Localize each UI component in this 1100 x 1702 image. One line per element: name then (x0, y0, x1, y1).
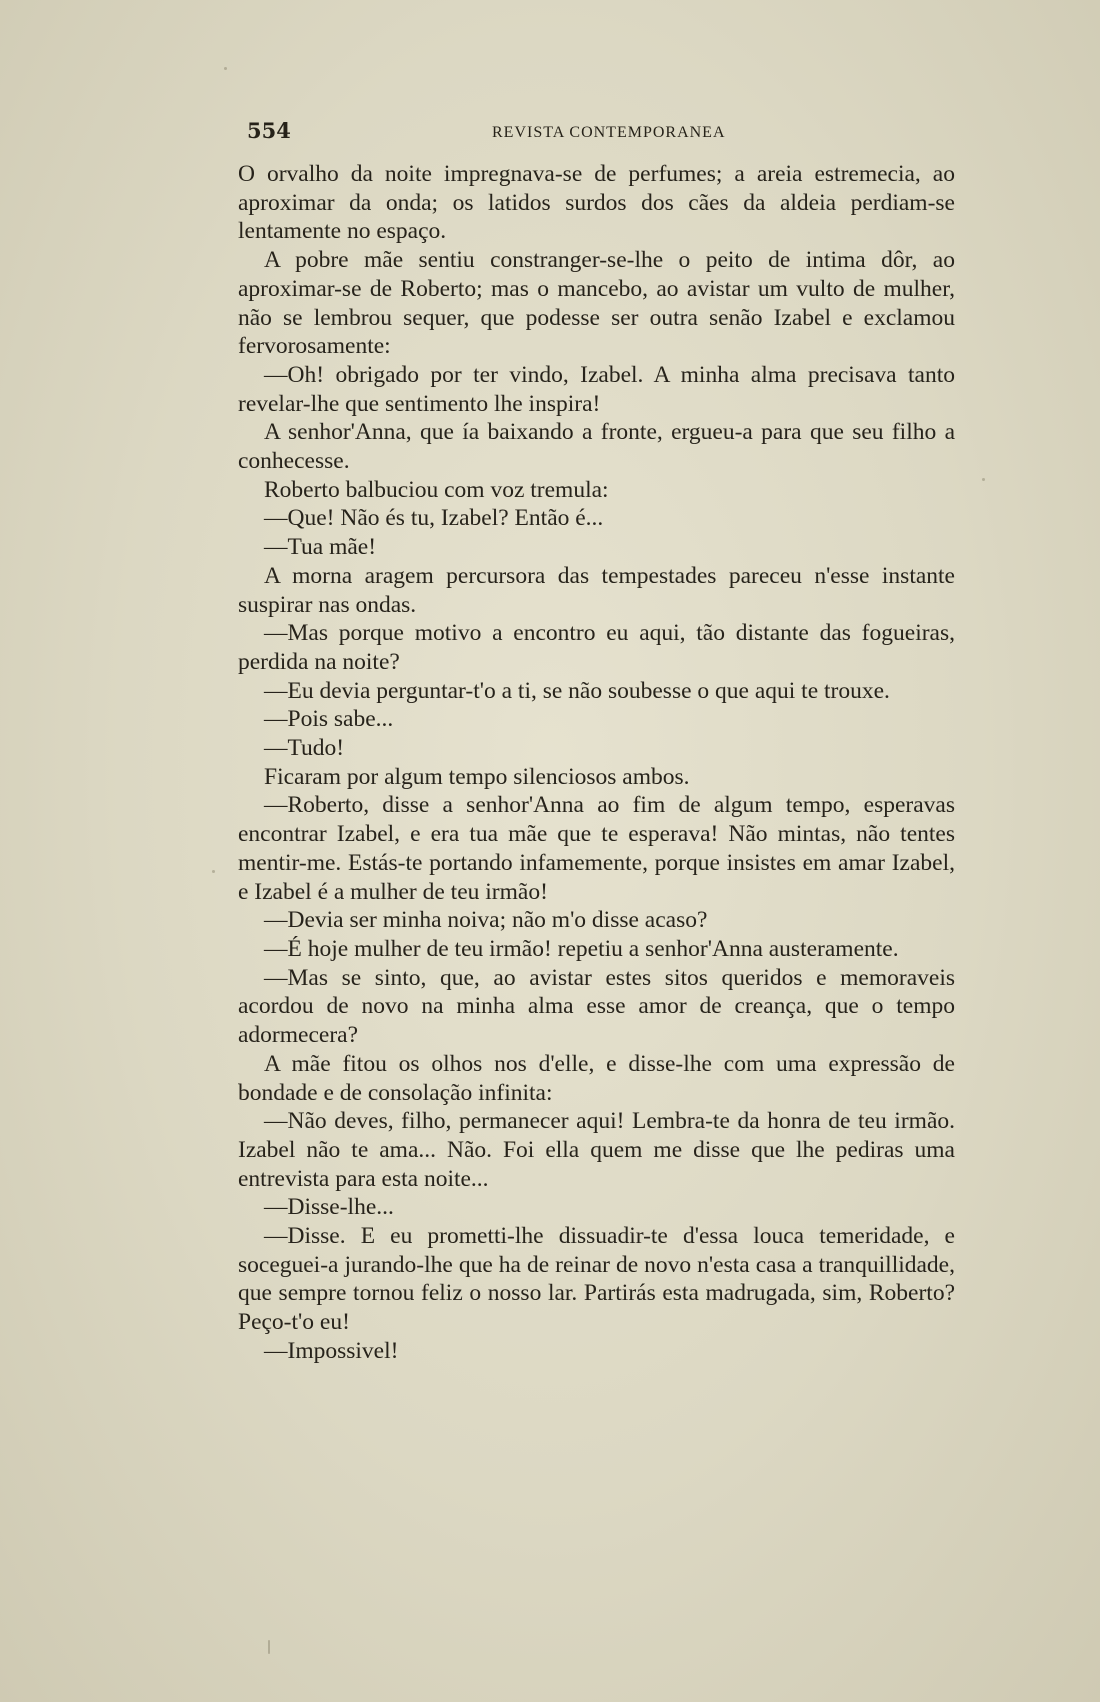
dialogue-line: —Roberto, disse a senhor'Anna ao fim de algum tempo, esperavas encontrar Izabel, e era tua mãe que te esperava! Não mintas, não tentes mentir-me. Estás-te portando infamemente, porque insistes em amar Izabel, e Izabel é a mulher de teu irmão! (238, 792, 955, 905)
paragraph: O orvalho da noite impregnava-se de perfumes; a areia estremecia, ao aproximar da onda; os latidos surdos dos cães da aldeia perdiam-se lentamente no espaço. (238, 161, 955, 245)
paragraph: Ficaram por algum tempo silenciosos ambos. (264, 763, 690, 790)
dialogue-line: —Impossivel! (264, 1337, 399, 1364)
dialogue-line: —É hoje mulher de teu irmão! repetiu a senhor'Anna austeramente. (264, 935, 899, 962)
page-header (247, 118, 727, 148)
paragraph: A senhor'Anna, que ía baixando a fronte, ergueu-a para que seu filho a conhecesse. (238, 419, 955, 475)
dialogue-line: —Tudo! (264, 735, 345, 762)
paragraph: A morna aragem percursora das tempestades pareceu n'esse instante suspirar nas ondas. (238, 562, 955, 618)
dialogue-line: —Mas se sinto, que, ao avistar estes sitos queridos e memoraveis acordou de novo na minha alma esse amor de creança, que o tempo adormecera? (238, 964, 955, 1049)
paper-speck (982, 478, 985, 481)
dialogue-line: —Oh! obrigado por ter vindo, Izabel. A minha alma precisava tanto revelar-lhe que sentimento lhe inspira! (238, 361, 955, 417)
dialogue-line: —Tua mãe! (264, 534, 377, 561)
paper-speck (268, 1640, 270, 1654)
dialogue-line: —Eu devia perguntar-t'o a ti, se não soubesse o que aqui te trouxe. (264, 677, 890, 704)
dialogue-line: —Disse. E eu prometti-lhe dissuadir-te d'essa louca temeridade, e soceguei-a jurando-lhe que ha de reinar de novo n'esta casa a tranquillidade, que sempre tornou feliz o nosso lar. Partirás esta madrugada, sim, Roberto? Peço-t'o eu! (238, 1223, 955, 1336)
dialogue-line: —Mas porque motivo a encontro eu aqui, tão distante das fogueiras, perdida na noite? (238, 620, 955, 675)
body-text (238, 160, 955, 1366)
dialogue-line: —Pois sabe... (264, 706, 394, 733)
paper-speck (212, 870, 215, 873)
running-title: REVISTA CONTEMPORANEA (492, 124, 726, 141)
paragraph: A pobre mãe sentiu constranger-se-lhe o peito de intima dôr, ao aproximar-se de Roberto; mas o mancebo, ao avistar um vulto de mulher, não se lembrou sequer, que podesse ser outra senão Izabel e exclamou fervorosamente: (238, 247, 955, 360)
dialogue-line: —Não deves, filho, permanecer aqui! Lembra-te da honra de teu irmão. Izabel não te ama... Não. Foi ella quem me disse que lhe pediras uma entrevista para esta noite... (238, 1108, 955, 1192)
dialogue-line: —Devia ser minha noiva; não m'o disse acaso? (264, 907, 708, 934)
paragraph: A mãe fitou os olhos nos d'elle, e disse-lhe com uma expressão de bondade e de consolação infinita: (238, 1050, 955, 1106)
dialogue-line: —Que! Não és tu, Izabel? Então é... (264, 505, 604, 532)
dialogue-line: —Disse-lhe... (264, 1194, 394, 1221)
page-number: 554 (247, 118, 291, 143)
paragraph: Roberto balbuciou com voz tremula: (264, 476, 609, 503)
paper-speck (224, 67, 227, 70)
